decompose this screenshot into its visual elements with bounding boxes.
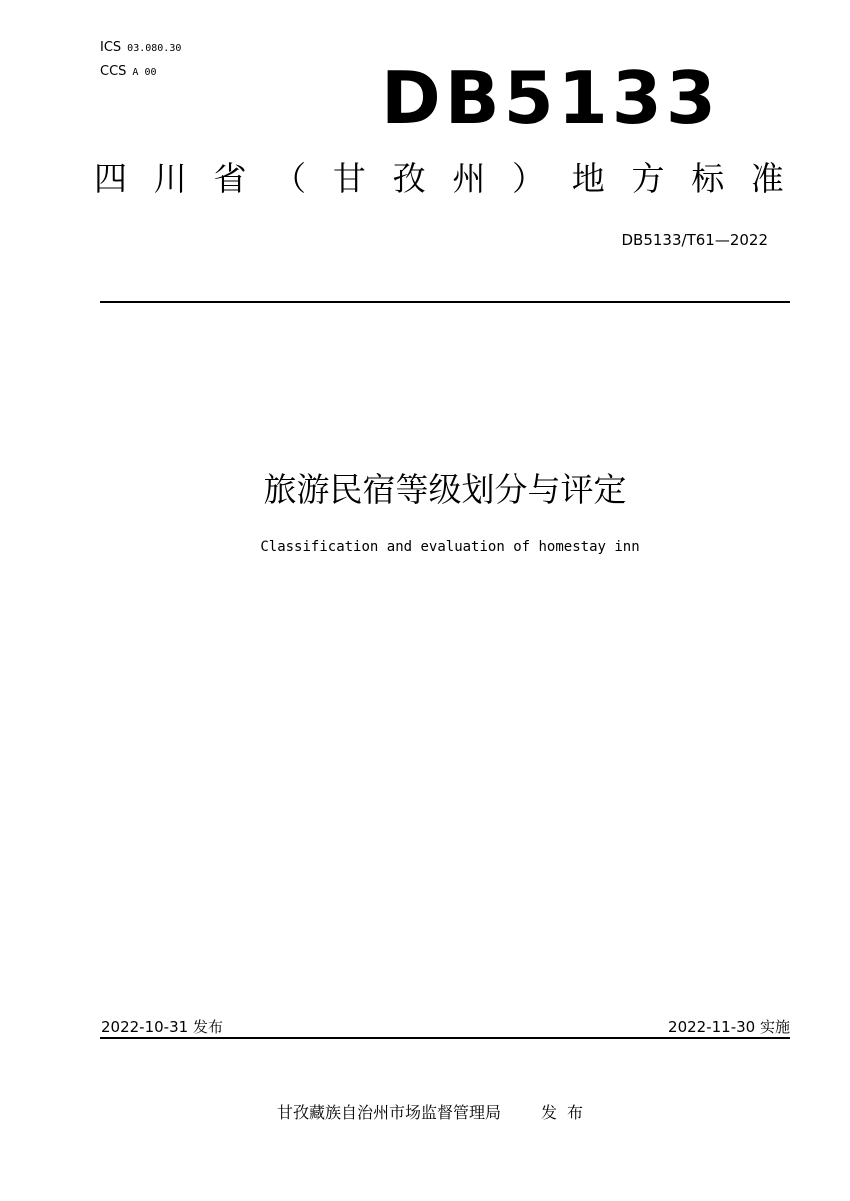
category-char: 方: [631, 159, 665, 198]
issuer-action: 发布: [541, 1103, 594, 1122]
category-char: 川: [153, 159, 187, 198]
category-char: 标: [691, 159, 725, 198]
standard-category: [94, 159, 784, 198]
ics-code: 03.080.30: [127, 43, 182, 54]
top-divider: [100, 301, 790, 303]
category-char: 准: [750, 159, 784, 198]
category-char: 省: [213, 159, 247, 198]
ccs-code: A 00: [132, 67, 157, 78]
category-char: 孜: [392, 159, 426, 198]
document-title-en: Classification and evaluation of homestay inn: [260, 539, 640, 555]
category-char: ）: [512, 159, 546, 198]
document-title-zh: 旅游民宿等级划分与评定: [263, 470, 627, 509]
category-char: 地: [571, 159, 605, 198]
standard-number: DB5133/T61—2022: [621, 231, 768, 249]
ics-line: [100, 40, 181, 55]
category-char: 甘: [332, 159, 366, 198]
implement-date: 2022-11-30 实施: [668, 1018, 790, 1036]
issuer-name: 甘孜藏族自治州市场监督管理局: [276, 1103, 501, 1122]
category-char: （: [273, 159, 307, 198]
bottom-divider: [100, 1037, 790, 1039]
publish-date: 2022-10-31 发布: [101, 1018, 223, 1036]
standard-mark: DB5133: [380, 56, 720, 140]
ccs-line: [100, 64, 157, 79]
ccs-label: CCS: [100, 64, 127, 79]
issuer-line: [0, 1100, 850, 1123]
category-char: 四: [94, 159, 127, 198]
ics-label: ICS: [100, 40, 122, 55]
category-char: 州: [452, 159, 486, 198]
